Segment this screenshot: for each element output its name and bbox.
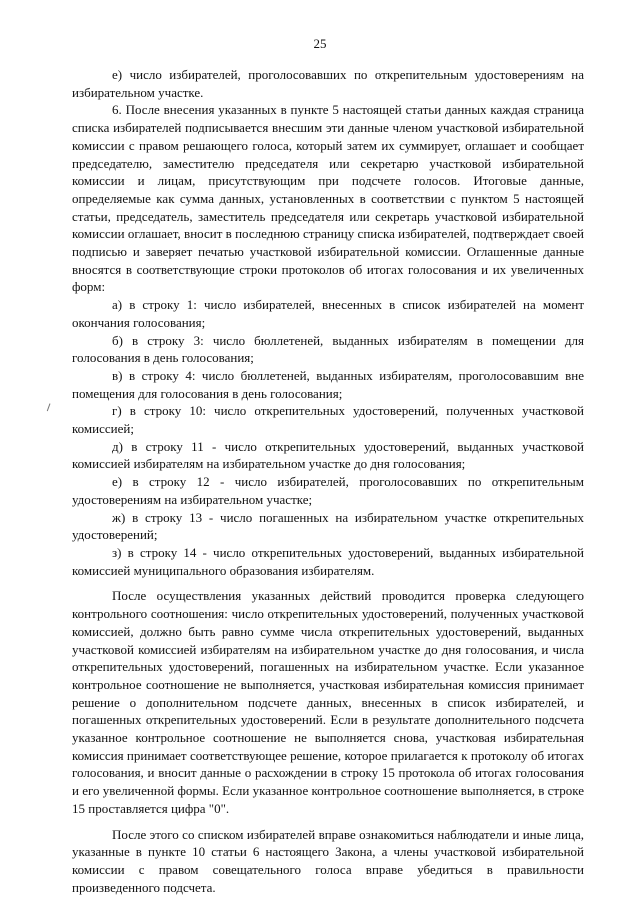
paragraph-item-e-line-12: е) в строку 12 - число избирателей, проголосовавших по открепительным удостоверениям на избирательном участке; [72,474,584,507]
paragraph-item-zh: ж) в строку 13 - число погашенных на избирательном участке открепительных удостоверений; [72,509,584,543]
paragraph-item-b: б) в строку 3: число бюллетеней, выданных избирателям в помещении для голосования в день голосования; [72,332,584,366]
paragraph-item-e: е) число избирателей, проголосовавших по открепительным удостоверениям на избирательном участке. [72,67,584,100]
paragraph-observers: После этого со списком избирателей вправе ознакомиться наблюдатели и иные лица, указанные в пункте 10 статьи 6 настоящего Закона, а члены участковой избирательной комиссии с правом совещательного голоса вправе убедиться в правильности произведенного подсчета. [72,826,584,895]
paragraph-section-6: 6. После внесения указанных в пункте 5 настоящей статьи данных каждая страница списка избирателей подписывается внесшим эти данные членом участковой избирательной комиссии с правом решающего голоса, который затем их суммирует, оглашает и сообщает председателю, заместителю председателя или секретарю участковой избирательной комиссии и лицам, присутствующим при подсчете голосов. Итоговые данные, определяемые как сумма данных, установленных в соответствии с пунктом 5 настоящей статьи, председатель, заместитель председателя или секретарь участковой избирательной комиссии оглашает, вносит в последнюю страницу списка избирателей, подтверждает своей подписью и заверяет печатью участковой избирательной комиссии. Оглашенные данные вносятся в соответствующие строки протоколов об итогах голосования и их увеличенных форм: [72,102,584,295]
paragraph-item-v: в) в строку 4: число бюллетеней, выданных избирателям, проголосовавшим вне помещения для голосования в день голосования; [72,367,584,401]
paragraph-gap [72,579,584,587]
paragraph-item-a: а) в строку 1: число избирателей, внесенных в список избирателей на момент окончания голосования; [72,297,584,330]
paragraph-gap [72,818,584,826]
margin-mark [47,403,54,412]
paragraph-item-g: г) в строку 10: число открепительных удостоверений, полученных участковой комиссией; [72,403,584,437]
paragraph-item-d: д) в строку 11 - число открепительных удостоверений, выданных участковой комиссией избирателям на избирательном участке до дня голосования; [72,438,584,472]
paragraph-control-check: После осуществления указанных действий проводится проверка следующего контрольного соотношения: число открепительных удостоверений, полученных участковой комиссией, должно быть равно сумме числа открепительных удостоверений, выданных участковой комиссией избирателям на избирательном участке до дня голосования, и числа открепительных удостоверений, погашенных на избирательном участке. Если указанное контрольное соотношение не выполняется, участковая избирательная комиссия принимает решение о дополнительном подсчете данных, внесенных в список избирателей, и погашенных открепительных удостоверений. Если в результате дополнительного подсчета указанное контрольное соотношение не выполняется снова, участковая избирательная комиссия принимает соответствующее решение, которое прилагается к протоколу об итогах голосования, и вносит данные о расхождении в строку 15 протокола об итогах голосования и его увеличенной формы. Если указанное контрольное соотношение выполняется, в строке 15 проставляется цифра "0". [72,588,584,816]
document-body [72,66,584,896]
page-number: 25 [313,36,327,51]
paragraph-item-z: з) в строку 14 - число открепительных удостоверений, выданных избирательной комиссией муниципального образования избирателям. [72,544,584,578]
